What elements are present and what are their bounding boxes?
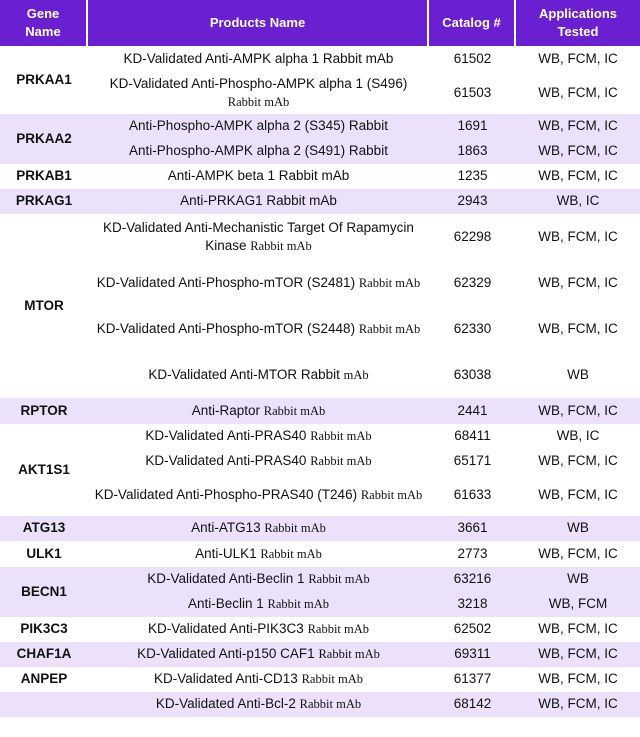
gene-name-cell: MTOR [24,297,64,313]
applications-cell: WB, FCM, IC [538,228,618,244]
applications-cell: WB, FCM, IC [538,545,618,561]
applications-cell: WB, FCM, IC [516,139,640,164]
catalog-cell: 2773 [457,545,488,561]
header-applications-tested: Applications Tested [516,0,640,46]
catalog-cell: 68142 [429,692,516,717]
catalog-cell: 1863 [429,139,516,164]
table-row [0,642,640,667]
gene-name-cell: PIK3C3 [20,621,68,637]
gene-name-cell: CHAF1A [0,642,88,667]
product-name-cell: Anti-ULK1 Rabbit mAb [195,545,322,561]
catalog-cell: 63216 [429,567,516,592]
applications-cell: WB, IC [516,189,640,214]
table-row [0,46,640,72]
applications-cell: WB [516,516,640,541]
table-row [0,474,640,516]
table-row [0,260,640,306]
table-row [0,692,640,717]
product-name-cell: Anti-Beclin 1 Rabbit mAb [88,592,429,617]
table-row [0,617,640,642]
applications-cell: WB, FCM, IC [516,398,640,424]
gene-name-cell: RPTOR [0,398,88,424]
table-row [0,214,640,260]
product-name-cell: KD-Validated Anti-Phospho-mTOR (S2481) Rabbit mAb [96,274,421,290]
table-row [0,541,640,567]
table-header [0,0,640,46]
product-name-cell: KD-Validated Anti-PRAS40 Rabbit mAb [145,453,372,469]
product-name-cell: KD-Validated Anti-Phospho-PRAS40 (T246) Rabbit mAb [94,486,423,502]
table-row [0,667,640,692]
product-name-cell: Anti-Phospho-AMPK alpha 2 (S345) Rabbit [88,114,429,139]
catalog-cell: 3218 [429,592,516,617]
product-name-cell: Anti-PRKAG1 Rabbit mAb [88,189,429,214]
catalog-cell: 63038 [453,366,492,382]
table-row [0,567,640,592]
table-row [0,189,640,214]
catalog-cell: 61503 [453,84,492,100]
applications-cell: WB, FCM, IC [538,274,618,290]
product-name-cell: KD-Validated Anti-Phospho-mTOR (S2448) Rabbit mAb [96,320,421,336]
applications-cell: WB, FCM, IC [516,642,640,667]
product-name-cell: KD-Validated Anti-Mechanistic Target Of Rapamycin Kinase Rabbit mAb [103,219,414,253]
table-row [0,114,640,139]
product-name-cell: KD-Validated Anti-PIK3C3 Rabbit mAb [147,621,370,637]
product-name-cell: KD-Validated Anti-p150 CAF1 Rabbit mAb [88,642,429,667]
gene-name-cell: PRKAB1 [16,168,72,184]
gene-name-cell: ANPEP [20,671,68,687]
header-products-name: Products Name [88,0,429,46]
applications-cell: WB, FCM, IC [538,168,618,184]
catalog-cell: 3661 [429,516,516,541]
table-row [0,449,640,474]
table-row [0,164,640,189]
product-name-cell: KD-Validated Anti-CD13 Rabbit mAb [153,671,364,687]
gene-name-cell: ULK1 [26,545,62,561]
catalog-cell: 2943 [429,189,516,214]
product-name-cell: KD-Validated Anti-AMPK alpha 1 Rabbit mAb [123,50,394,66]
header-gene-name: Gene Name [0,0,88,46]
applications-cell: WB, FCM, IC [516,692,640,717]
table-row [0,352,640,398]
gene-name-cell: PRKAA2 [0,114,88,164]
product-name-cell: Anti-AMPK beta 1 Rabbit mAb [167,168,350,184]
product-name-cell: KD-Validated Anti-Beclin 1 Rabbit mAb [88,567,429,592]
catalog-cell: 61377 [453,671,492,687]
table-row [0,72,640,114]
table-row [0,398,640,424]
applications-cell: WB, FCM, IC [538,453,618,469]
applications-cell: WB, IC [556,428,600,444]
catalog-cell: 1235 [457,168,488,184]
catalog-cell: 62330 [453,320,492,336]
applications-cell: WB, FCM, IC [538,486,618,502]
product-name-cell: KD-Validated Anti-PRAS40 Rabbit mAb [145,428,372,444]
product-name-cell: Anti-ATG13 Rabbit mAb [88,516,429,541]
product-name-cell: Anti-Raptor Rabbit mAb [88,398,429,424]
gene-name-cell: ATG13 [0,516,88,541]
applications-cell: WB, FCM [516,592,640,617]
gene-name-cell: PRKAG1 [0,189,88,214]
product-name-cell: Anti-Phospho-AMPK alpha 2 (S491) Rabbit [88,139,429,164]
table-row [0,516,640,541]
table-row [0,306,640,352]
table-body [0,46,640,717]
applications-cell: WB, FCM, IC [538,621,618,637]
gene-name-cell [0,692,88,717]
applications-cell: WB, FCM, IC [538,50,618,66]
applications-cell: WB [567,366,589,382]
catalog-cell: 65171 [453,453,492,469]
gene-name-cell: BECN1 [0,567,88,617]
table-row [0,139,640,164]
gene-name-cell: AKT1S1 [18,461,70,477]
catalog-cell: 1691 [429,114,516,139]
catalog-cell: 69311 [429,642,516,667]
catalog-cell: 62329 [453,274,492,290]
catalog-cell: 68411 [454,428,491,444]
table-row [0,592,640,617]
table-row [0,424,640,449]
gene-name-cell: PRKAA1 [16,71,72,87]
catalog-cell: 61502 [453,50,492,66]
header-catalog: Catalog # [429,0,516,46]
applications-cell: WB, FCM, IC [516,114,640,139]
applications-cell: WB [516,567,640,592]
catalog-cell: 62298 [453,228,492,244]
applications-cell: WB, FCM, IC [538,320,618,336]
applications-cell: WB, FCM, IC [538,671,618,687]
catalog-cell: 2441 [429,398,516,424]
catalog-cell: 62502 [453,621,492,637]
product-name-cell: KD-Validated Anti-Bcl-2 Rabbit mAb [88,692,429,717]
product-name-cell: KD-Validated Anti-MTOR Rabbit mAb [148,366,369,382]
product-name-cell: KD-Validated Anti-Phospho-AMPK alpha 1 (S496) Rabbit mAb [109,75,408,109]
applications-cell: WB, FCM, IC [538,84,618,100]
catalog-cell: 61633 [453,486,492,502]
